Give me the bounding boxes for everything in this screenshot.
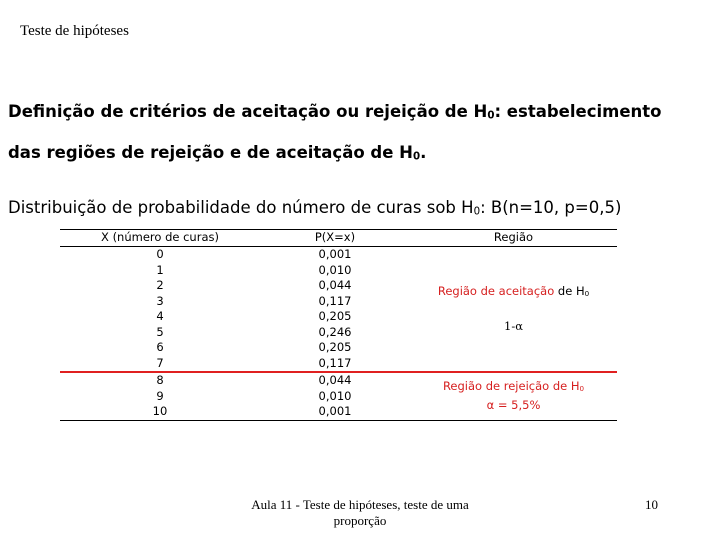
cell-x: 0 — [156, 247, 164, 261]
table-row — [60, 247, 617, 263]
cell-x: 2 — [156, 278, 164, 292]
cell-x: 8 — [60, 372, 260, 389]
cell-p: 0,205 — [318, 309, 352, 323]
rejection-alpha: α = 5,5% — [486, 398, 541, 413]
distribution-title — [8, 198, 621, 218]
acceptance-subscript: 0 — [584, 289, 590, 299]
cell-x: 1 — [156, 262, 164, 277]
heading-text-1: Definição de critérios de aceitação ou rejeição de H — [8, 102, 488, 121]
cell-p: 0,010 — [318, 262, 352, 277]
cell-p: 0,044 — [260, 372, 410, 389]
acceptance-region-cell — [410, 247, 617, 373]
cell-x: 6 — [156, 340, 164, 354]
heading-subscript-1: 0 — [487, 110, 495, 122]
cell-x: 7 — [156, 355, 164, 370]
cell-x: 9 — [156, 388, 164, 403]
slide-header-title: Teste de hipóteses — [20, 23, 129, 39]
rejection-subscript: 0 — [579, 384, 585, 394]
probability-table — [60, 229, 617, 421]
cell-x: 3 — [156, 293, 164, 308]
heading-text-2: : estabelecimento das regiões de rejeição e de aceitação de H — [8, 102, 662, 162]
rejection-label-red: Região de rejeição de H — [442, 379, 580, 394]
acceptance-label-suffix: de H — [554, 283, 585, 298]
footer-text: Aula 11 - Teste de hipóteses, teste de uma proporção — [251, 497, 469, 528]
cell-x: 10 — [152, 404, 168, 418]
header-x: X (número de curas) — [101, 230, 219, 245]
cell-p: 0,246 — [318, 324, 352, 339]
header-region: Região — [493, 230, 534, 245]
cell-x: 5 — [156, 324, 164, 339]
page-number: 10 — [645, 497, 658, 512]
table-header-row — [60, 230, 617, 247]
cell-p: 0,205 — [318, 340, 352, 354]
heading-text-3: . — [420, 142, 427, 162]
cell-p: 0,044 — [318, 278, 352, 292]
cell-p: 0,001 — [318, 404, 352, 418]
acceptance-probability: 1-α — [504, 319, 523, 334]
slide-heading — [8, 94, 698, 175]
heading-subscript-2: 0 — [412, 151, 421, 163]
acceptance-region-label — [410, 283, 617, 302]
distribution-text-1: Distribuição de probabilidade do número de curas sob H — [8, 198, 474, 217]
probability-table-container — [60, 229, 617, 421]
rejection-region-label — [410, 378, 617, 397]
cell-p: 0,117 — [318, 355, 352, 370]
rejection-region-cell — [410, 372, 617, 420]
cell-p: 0,010 — [318, 388, 352, 403]
acceptance-label-red: Região de aceitação — [437, 283, 555, 298]
cell-p: 0,001 — [318, 247, 352, 261]
header-p: P(X=x) — [314, 230, 356, 245]
table-row — [60, 372, 617, 389]
distribution-subscript: 0 — [473, 206, 481, 218]
distribution-text-2: : B(n=10, p=0,5) — [480, 198, 622, 217]
cell-p: 0,117 — [318, 293, 352, 308]
cell-x: 4 — [156, 309, 164, 323]
